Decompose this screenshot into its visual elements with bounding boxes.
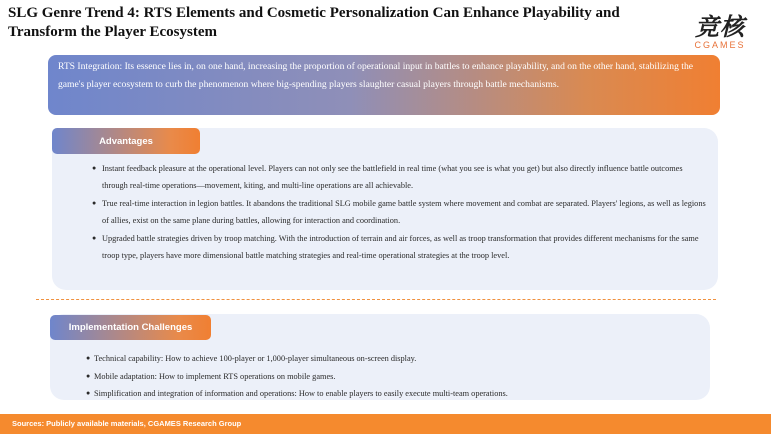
challenges-list [86, 350, 706, 403]
sources-footer: Sources: Publicly available materials, CGAMES Research Group [0, 414, 771, 434]
logo-chinese-text: 竞核 [695, 13, 745, 41]
advantages-list [92, 160, 710, 265]
logo-english-text: CGAMES [694, 40, 746, 50]
bullet-icon: ● [92, 199, 97, 207]
challenges-tag: Implementation Challenges [50, 315, 211, 340]
bullet-icon: ● [92, 164, 97, 172]
challenge-item: ● Mobile adaptation: How to implement RTS operations on mobile games. [86, 368, 706, 386]
advantage-item: ● Instant feedback pleasure at the operational level. Players can not only see the battlefield in real time (what you see is what you get) but also directly influence battle outcomes through real-time operations—movement, kiting, and multi-line operations are all achievable. [92, 160, 710, 194]
bullet-icon: ● [86, 371, 91, 380]
advantages-tag: Advantages [52, 128, 200, 154]
bullet-icon: ● [86, 389, 91, 397]
challenge-item: ● Simplification and integration of information and operations: How to enable players to easily execute multi-team operations. [86, 385, 706, 403]
advantage-item: ● True real-time interaction in legion battles. It abandons the traditional SLG mobile game battle system where movement and combat are separated. Players' legions, as well as legions of allies, exist on the same plane during battles, allowing for interaction and coordination. [92, 195, 710, 229]
advantage-item: ● Upgraded battle strategies driven by troop matching. With the introduction of terrain and air forces, as well as troop transformation that provides different mechanisms for the same troop type, players have more dimensional battle matching strategies and real-time operational strategies at the troop level. [92, 230, 710, 264]
page-title: SLG Genre Trend 4: RTS Elements and Cosmetic Personalization Can Enhance Playability and Transform the Player Ecosystem [8, 5, 620, 40]
bullet-icon: ● [92, 234, 97, 242]
bullet-icon: ● [86, 354, 91, 362]
intro-banner: RTS Integration: Its essence lies in, on one hand, increasing the proportion of operational input in battles to enhance playability, and on the other hand, stabilizing the game's player ecosystem to curb the phenomenon where big-spending players slaughter casual players through battle mechanisms. [48, 55, 720, 115]
challenge-item: ● Technical capability: How to achieve 100-player or 1,000-player simultaneous on-screen display. [86, 350, 706, 368]
section-divider [36, 299, 716, 300]
cgames-logo [679, 14, 761, 50]
